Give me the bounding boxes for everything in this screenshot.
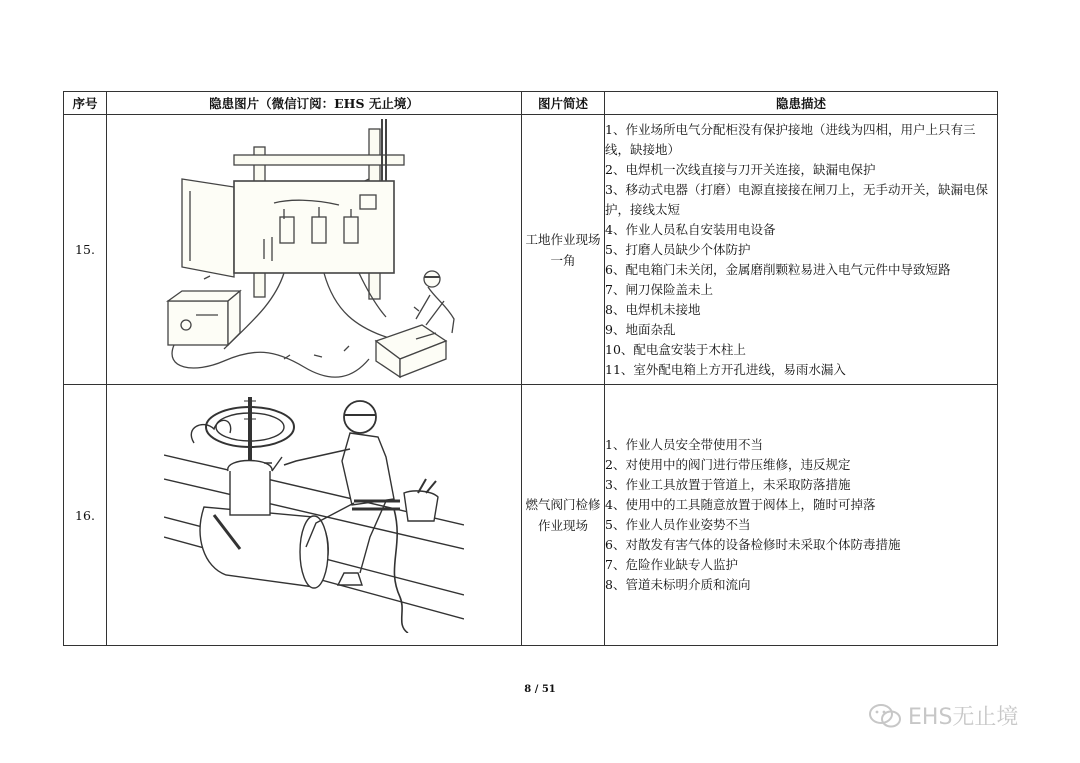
list-item: 4、作业人员私自安装用电设备	[605, 221, 776, 237]
list-item: 7、闸刀保险盖未上	[605, 281, 713, 297]
list-item: 5、打磨人员缺少个体防护	[605, 241, 751, 257]
table-row	[64, 115, 998, 385]
list-item: 7、危险作业缺专人监护	[605, 557, 738, 572]
list-item: 3、移动式电器（打磨）电源直接接在闸刀上，无手动开关，缺漏电保护，接线太短	[605, 181, 988, 217]
construction-site-illustration	[164, 119, 464, 381]
list-item: 4、使用中的工具随意放置于阀体上，随时可掉落	[605, 497, 876, 512]
header-description: 隐患描述	[605, 92, 998, 115]
list-item: 1、作业人员安全带使用不当	[605, 437, 763, 452]
table-header-row	[64, 92, 998, 115]
list-item: 6、对散发有害气体的设备检修时未采取个体防毒措施	[605, 537, 901, 552]
list-item: 8、管道未标明介质和流向	[605, 577, 751, 592]
list-item: 11、室外配电箱上方开孔进线，易雨水漏入	[605, 361, 846, 377]
list-item: 9、地面杂乱	[605, 321, 676, 337]
watermark	[868, 700, 1018, 731]
header-brief: 图片简述	[522, 92, 605, 115]
hazard-table	[63, 91, 998, 646]
page-number: 8 / 51	[524, 684, 556, 695]
row-number: 16.	[64, 385, 107, 646]
row-brief: 工地作业现场一角	[522, 115, 605, 385]
list-item: 8、电焊机未接地	[605, 301, 701, 317]
header-image: 隐患图片（微信订阅：EHS 无止境）	[107, 92, 522, 115]
row-description	[605, 385, 998, 646]
list-item: 5、作业人员作业姿势不当	[605, 517, 751, 532]
list-item: 2、对使用中的阀门进行带压维修，违反规定	[605, 457, 851, 472]
list-item: 3、作业工具放置于管道上，未采取防落措施	[605, 477, 851, 492]
list-item: 10、配电盒安装于木柱上	[605, 341, 746, 357]
wechat-icon	[868, 702, 902, 730]
hazard-image-gas-valve	[107, 385, 522, 646]
gas-valve-illustration	[164, 397, 464, 633]
hazard-image-construction-site	[107, 115, 522, 385]
header-number: 序号	[64, 92, 107, 115]
watermark-text: EHS无止境	[908, 705, 1019, 730]
list-item: 6、配电箱门未关闭，金属磨削颗粒易进入电气元件中导致短路	[605, 261, 951, 277]
row-description	[605, 115, 998, 385]
row-number: 15.	[64, 115, 107, 385]
table-row	[64, 385, 998, 646]
list-item: 2、电焊机一次线直接与刀开关连接，缺漏电保护	[605, 161, 876, 177]
list-item: 1、作业场所电气分配柜没有保护接地（进线为四相，用户上只有三线，缺接地）	[605, 121, 976, 157]
row-brief: 燃气阀门检修作业现场	[522, 385, 605, 646]
